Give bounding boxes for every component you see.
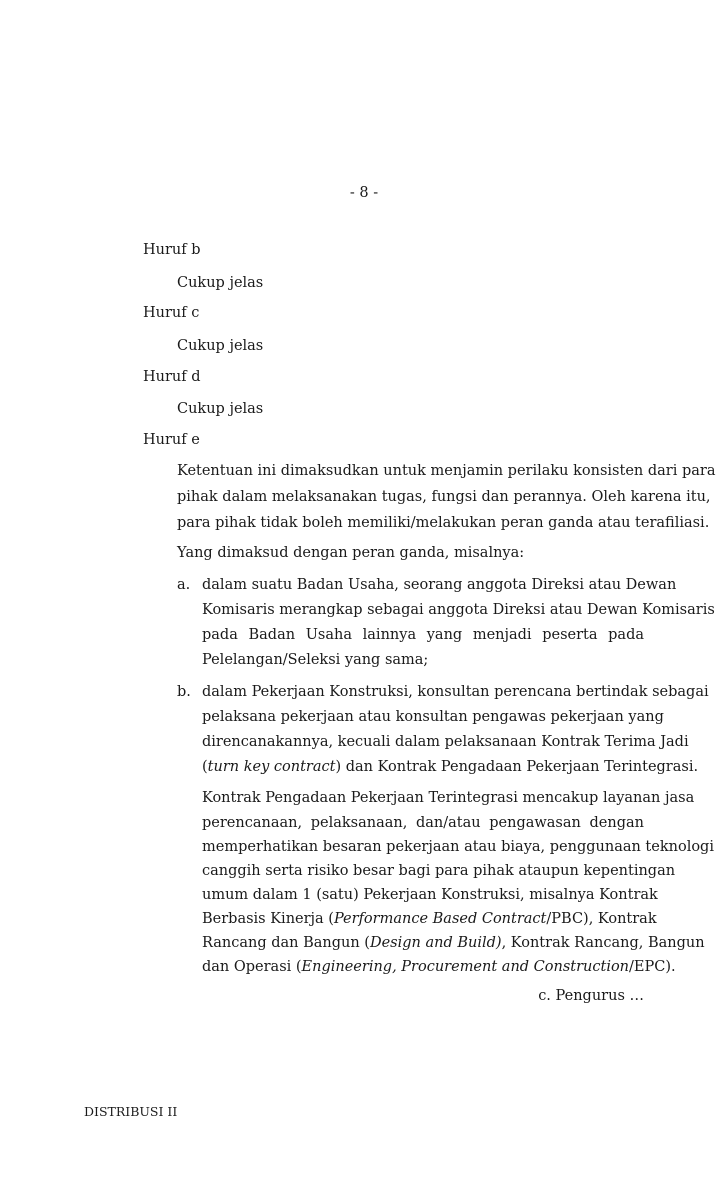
list-line: pelaksana pekerjaan atau konsultan pengawas pekerjaan yang [202,709,664,725]
footer-distribution: DISTRIBUSI II [84,1104,178,1119]
paragraph-line: Rancang dan Bangun (Design and Build), Kontrak Rancang, Bangun [202,935,705,951]
list-line: Pelelangan/Seleksi yang sama; [202,652,429,668]
italic-term: Design and Build) [369,935,502,951]
list-marker: b. [177,684,191,700]
paragraph-line: memperhatikan besaran pekerjaan atau biaya, penggunaan teknologi [202,839,714,855]
paragraph-line: perencanaan, pelaksanaan, dan/atau pengawasan dengan [202,815,644,831]
list-line: direncanakannya, kecuali dalam pelaksanaan Kontrak Terima Jadi [202,734,689,750]
list-line: (turn key contract) dan Kontrak Pengadaan Pekerjaan Terintegrasi. [202,759,699,775]
huruf-d-heading: Huruf d [143,369,201,385]
huruf-d-body: Cukup jelas [177,401,264,417]
list-line: pada Badan Usaha lainnya yang menjadi peserta pada [202,627,644,643]
italic-term: Performance Based Contract [333,911,547,927]
paragraph-line: Ketentuan ini dimaksudkan untuk menjamin perilaku konsisten dari para [177,463,716,479]
paragraph-line: dan Operasi (Engineering, Procurement and Construction/EPC). [202,959,676,975]
paragraph-line: umum dalam 1 (satu) Pekerjaan Konstruksi, misalnya Kontrak [202,887,658,903]
italic-term: turn key contract [207,759,336,775]
huruf-c-heading: Huruf c [143,305,200,321]
paragraph-line: Kontrak Pengadaan Pekerjaan Terintegrasi mencakup layanan jasa [202,790,695,806]
huruf-c-body: Cukup jelas [177,338,264,354]
list-line-rest: ) dan Kontrak Pengadaan Pekerjaan Terintegrasi. [335,759,699,775]
huruf-e-paragraph-2: Yang dimaksud dengan peran ganda, misalnya: [177,545,525,561]
paragraph-line: canggih serta risiko besar bagi para pihak ataupun kepentingan [202,863,676,879]
list-line: dalam Pekerjaan Konstruksi, konsultan perencana bertindak sebagai [202,684,709,700]
huruf-b-body: Cukup jelas [177,275,264,291]
paragraph-line: para pihak tidak boleh memiliki/melakukan peran ganda atau terafiliasi. [177,515,710,531]
italic-term: Engineering, Procurement and Construction [301,959,630,975]
page-number: - 8 - [349,185,379,201]
list-marker: a. [177,577,191,593]
paragraph-line: Berbasis Kinerja (Performance Based Contract/PBC), Kontrak [202,911,657,927]
huruf-e-heading: Huruf e [143,432,200,448]
continuation-marker: c. Pengurus … [538,988,644,1004]
list-line: dalam suatu Badan Usaha, seorang anggota Direksi atau Dewan [202,577,677,593]
paragraph-line: pihak dalam melaksanakan tugas, fungsi dan perannya. Oleh karena itu, [177,489,711,505]
huruf-b-heading: Huruf b [143,242,201,258]
list-line: Komisaris merangkap sebagai anggota Direksi atau Dewan Komisaris [202,602,715,618]
